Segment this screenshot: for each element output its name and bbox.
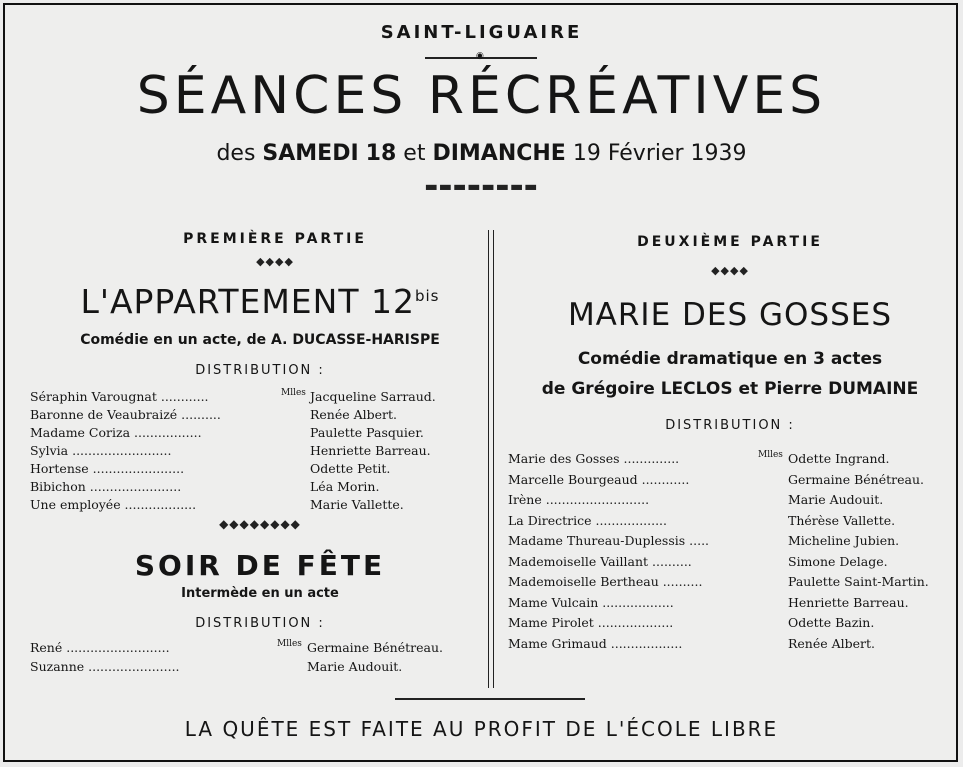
header-ornament: ▬▬▬▬▬▬▬▬	[424, 179, 539, 195]
interlude-subtitle: Intermède en un acte	[181, 586, 339, 601]
cast-actor: Jacqueline Sarraud.	[310, 389, 436, 404]
interlude-distribution-label: DISTRIBUTION :	[195, 616, 325, 631]
cast-role: Irène ..........................	[508, 492, 650, 507]
play-two-distribution-label: DISTRIBUTION :	[665, 418, 795, 433]
main-title: SÉANCES RÉCRÉATIVES	[136, 66, 827, 126]
cast-role: Marie des Gosses ..............	[508, 451, 680, 466]
day-two: DIMANCHE	[432, 141, 566, 166]
cast-role: Bibichon .......................	[30, 479, 182, 494]
cast-actor: Renée Albert.	[310, 407, 398, 422]
cast-actor: Micheline Jubien.	[788, 533, 900, 548]
interlude-title: SOIR DE FÊTE	[134, 549, 386, 582]
cast-role: La Directrice ..................	[508, 512, 668, 528]
cast-actor: Renée Albert.	[788, 635, 876, 651]
play-one-title-text: L'APPARTEMENT 12	[80, 282, 415, 321]
footer-text: LA QUÊTE EST FAITE AU PROFIT DE L'ÉCOLE LIBRE	[184, 717, 779, 741]
part-two-heading: DEUXIÈME PARTIE	[637, 234, 823, 250]
cast-role: Marcelle Bourgeaud ............	[508, 471, 690, 487]
cast-prefix: Mlles	[277, 639, 302, 649]
cast-role: Mame Vulcain ..................	[508, 594, 674, 610]
cast-role: Une employée ..................	[30, 497, 197, 512]
cast-actor: Marie Audouit.	[307, 659, 403, 674]
cast-actor: Odette Ingrand.	[788, 451, 890, 466]
cast-actor: Paulette Pasquier.	[310, 425, 424, 440]
cast-role: Séraphin Varougnat ............	[30, 389, 209, 404]
day-one: SAMEDI	[262, 141, 359, 166]
cast-role: Mademoiselle Bertheau ..........	[508, 574, 703, 589]
venue-name: SAINT-LIGUAIRE	[380, 22, 583, 43]
play-one-title	[40, 282, 480, 321]
interlude-ornament: ◆◆◆◆◆◆◆◆	[219, 517, 301, 531]
cast-actor: Germaine Bénétreau.	[788, 471, 924, 487]
cast-actor: Marie Audouit.	[788, 492, 884, 507]
cast-prefix: Mlles	[281, 388, 306, 398]
cast-actor: Germaine Bénétreau.	[307, 640, 443, 655]
cast-actor: Odette Bazin.	[788, 615, 875, 630]
cast-role: Madame Coriza .................	[30, 425, 202, 440]
part-one-heading: PREMIÈRE PARTIE	[183, 231, 367, 247]
date-rest: 19 Février 1939	[572, 141, 747, 166]
play-one-distribution-label: DISTRIBUTION :	[195, 363, 325, 378]
event-dates	[0, 141, 963, 166]
play-two-authors: de Grégoire LECLOS et Pierre DUMAINE	[541, 379, 919, 399]
cast-actor: Paulette Saint-Martin.	[788, 574, 929, 589]
cast-role: Mame Grimaud ..................	[508, 635, 683, 651]
cast-role: Madame Thureau-Duplessis .....	[508, 533, 710, 548]
cast-role: Mame Pirolet ...................	[508, 615, 674, 630]
dates-conj: et	[403, 141, 426, 166]
dates-prefix: des	[216, 141, 256, 166]
cast-actor: Henriette Barreau.	[788, 594, 909, 610]
cast-role: Suzanne .......................	[30, 659, 180, 674]
column-divider	[488, 230, 494, 688]
cast-actor: Henriette Barreau.	[310, 443, 431, 458]
part-two-ornament: ◆◆◆◆	[711, 264, 749, 277]
cast-prefix: Mlles	[758, 450, 783, 460]
cast-role: Hortense .......................	[30, 461, 185, 476]
cast-actor: Léa Morin.	[310, 479, 380, 494]
header-rule-knot-icon: ◉	[476, 51, 484, 61]
cast-actor: Marie Vallette.	[310, 497, 404, 512]
cast-role: Mademoiselle Vaillant ..........	[508, 553, 692, 569]
play-two-subtitle: Comédie dramatique en 3 actes	[577, 349, 883, 369]
part-one-ornament: ◆◆◆◆	[256, 255, 294, 268]
cast-role: Baronne de Veaubraizé ..........	[30, 407, 221, 422]
play-two-title: MARIE DES GOSSES	[567, 297, 893, 333]
day-one-number: 18	[365, 141, 397, 166]
play-one-subtitle: Comédie en un acte, de A. DUCASSE-HARISPE	[80, 332, 440, 348]
cast-actor: Odette Petit.	[310, 461, 391, 476]
cast-actor: Simone Delage.	[788, 553, 888, 569]
footer-rule	[395, 698, 585, 700]
cast-actor: Thérèse Vallette.	[788, 512, 896, 528]
cast-role: René ..........................	[30, 640, 170, 655]
play-one-title-sup: bis	[414, 287, 440, 305]
cast-role: Sylvia .........................	[30, 443, 172, 458]
